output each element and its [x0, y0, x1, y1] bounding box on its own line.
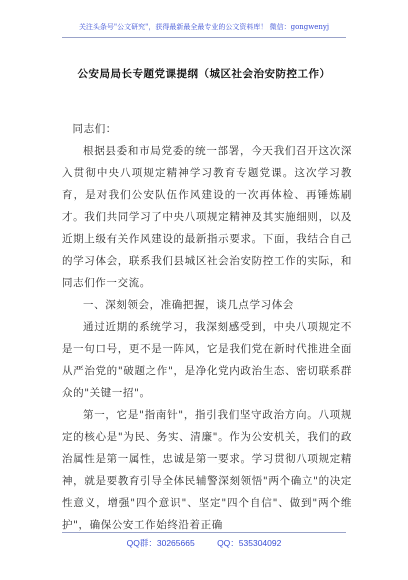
header-banner: 关注头条号"公文研究"，获得最新最全最专业的公文资料库！ 微信：gongwenyj [78, 23, 330, 31]
paragraph: 根据县委和市局党委的统一部署，今天我们召开这次深入贯彻中央八项规定精神学习教育专题党课。这次学习教育，是对我们公安队伍作风建设的一次再体检、再锤炼刷才。我们共同学习了中央八项规定精神及其实施细则，以及近期上级有关作风建设的最新指示要求。下面，我结合自己的学习体会，联系我们县城区社会治安防控工作的实际，和同志们作一交流。 [62, 145, 352, 289]
document-title: 公安局局长专题党课提纲（城区社会治安防控工作） [77, 68, 331, 80]
footer [0, 537, 408, 549]
footer-qq-group: QQ群：30265665 [126, 538, 195, 548]
salutation: 同志们： [72, 123, 117, 135]
header-divider [62, 37, 346, 38]
document-body [62, 118, 352, 536]
paragraph: 通过近期的系统学习，我深刻感受到，中央八项规定不是一句口号，更不是一阵风，它是我们党在新时代推进全面从严治党的"破题之作"，是净化党内政治生态、密切联系群众的"关键一招"。 [62, 321, 352, 399]
paragraph: 第一，它是"指南针"，指引我们坚守政治方向。八项规定的核心是"为民、务实、清廉"。作为公安机关，我们的政治属性是第一属性，忠诚是第一要求。学习贯彻八项规定精神，就是要教育引导全体民辅警深刻领悟"两个确立"的决定性意义，增强"四个意识"、坚定"四个自信"、做到"两个维护"，确保公安工作始终沿着正确 [62, 409, 352, 531]
footer-qq: QQ：535304092 [217, 538, 282, 548]
footer-divider [62, 532, 346, 533]
section-heading: 一、深刻领会，准确把握，谈几点学习体会 [83, 299, 294, 311]
